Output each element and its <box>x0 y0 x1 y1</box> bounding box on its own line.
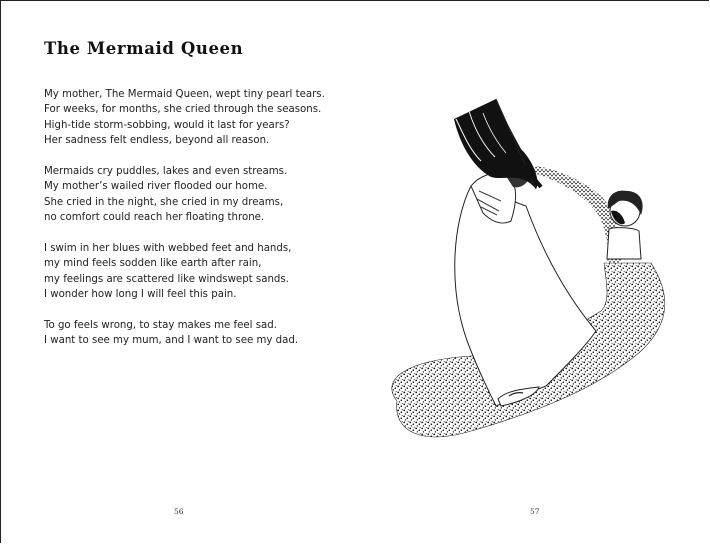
poem-line: Mermaids cry puddles, lakes and even streams. <box>44 166 288 178</box>
left-page <box>1 1 356 545</box>
poem-line: She cried in the night, she cried in my dreams, <box>44 196 284 208</box>
page-number-right: 57 <box>530 507 540 516</box>
stanza-1 <box>44 87 354 149</box>
poem-line: I wonder how long I will feel this pain. <box>44 289 237 301</box>
stanza-4 <box>44 318 354 349</box>
poem-line: High-tide storm-sobbing, would it last for years? <box>44 119 290 131</box>
poem-line: For weeks, for months, she cried through the seasons. <box>44 104 322 116</box>
mermaid-queen-illustration-icon <box>381 61 710 481</box>
stanza-3 <box>44 241 354 303</box>
poem-line: To go feels wrong, to stay makes me feel sad. <box>44 320 277 332</box>
page-number-left: 56 <box>174 507 184 516</box>
poem-line: I swim in her blues with webbed feet and hands, <box>44 243 292 255</box>
poem-line: My mother’s wailed river flooded our home. <box>44 181 268 193</box>
poem-line: My mother, The Mermaid Queen, wept tiny pearl tears. <box>44 89 325 100</box>
poem-line: no comfort could reach her floating throne. <box>44 212 265 224</box>
poem-title: The Mermaid Queen <box>44 39 244 58</box>
queen-hair <box>454 99 541 189</box>
poem-body <box>44 87 354 364</box>
poem-line: I want to see my mum, and I want to see my dad. <box>44 335 299 347</box>
poem-line: Her sadness felt endless, beyond all reason. <box>44 135 270 147</box>
poem-line: my mind feels sodden like earth after rain, <box>44 258 262 270</box>
stanza-2 <box>44 164 354 226</box>
poem-line: my feelings are scattered like windswept sands. <box>44 273 289 285</box>
